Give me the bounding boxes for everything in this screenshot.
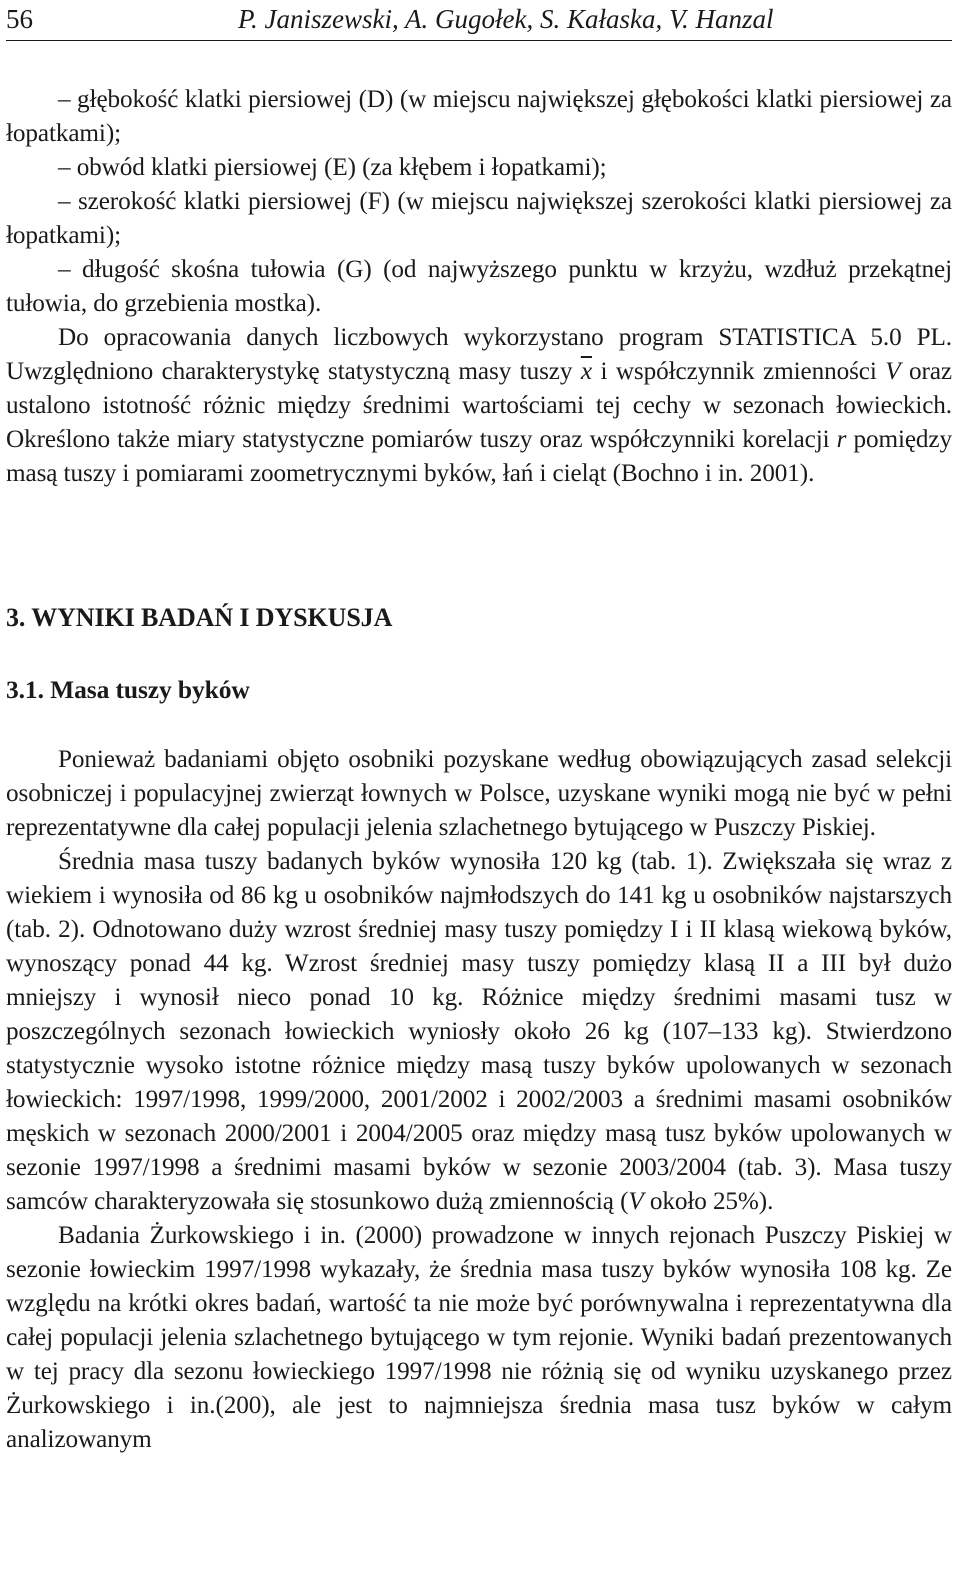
variation-symbol: V [885,358,901,385]
paragraph-mean-mass-end: około 25%). [643,1188,774,1215]
methods-text-4: pomiędzy masą tuszy i pomiarami zoometrycznymi byków, łań i cieląt (Bochno i in. 2001). [6,426,952,487]
subsection-heading: 3.1. Masa tuszy byków [6,675,250,704]
paragraph-comparison: Badania Żurkowskiego i in. (2000) prowadzone w innych rejonach Puszczy Piskiej w sezonie łowieckim 1997/1998 wykazały, że średnia masa tuszy byków wynosiła 108 kg. Ze względu na krótki okres badań, wartość ta nie może być porównywalna i reprezentatywna dla całej populacji jelenia szlachetnego bytującego w tym rejonie. Wyniki badań prezentowanych w tej pracy dla sezonu łowieckiego 1997/1998 nie różnią się od wyniku uzyskanego przez Żurkowskiego i in.(200), ale jest to najmniejsza średnia masa tusz byków w całym analizowanym [6,1222,952,1453]
page-number: 56 [6,4,33,34]
list-item-chest-girth: – obwód klatki piersiowej (E) (za kłębem i łopatkami); [58,154,607,181]
page [6,0,952,1457]
body-text [6,41,952,1457]
mean-symbol: $\overline{x}$ [580,358,592,385]
methods-paragraph [6,321,952,491]
section-heading: 3. WYNIKI BADAŃ I DYSKUSJA [6,603,393,632]
paragraph-selection: Ponieważ badaniami objęto osobniki pozyskane według obowiązujących zasad selekcji osobniczej i populacyjnej zwierząt łownych w Polsce, uzyskane wyniki mogą nie być w pełni reprezentatywne dla całej populacji jelenia szlachetnego bytującego w Puszczy Piskiej. [6,746,952,841]
list-item-body-length: – długość skośna tułowia (G) (od najwyższego punktu w krzyżu, wzdłuż przekątnej tułowia, do grzebienia mostka). [6,256,952,317]
methods-text-2: i współczynnik zmienności [591,358,886,385]
variation-symbol-2: V [628,1188,644,1215]
running-head [6,0,952,41]
list-item-chest-depth: – głębokość klatki piersiowej (D) (w miejscu największej głębokości klatki piersiowej za łopatkami); [6,86,952,147]
methods-text-1: Do opracowania danych liczbowych wykorzystano program STATISTICA 5.0 PL. Uwzględniono charakterystykę statystyczną masy tuszy [6,324,952,385]
correlation-symbol: r [836,426,847,453]
methods-text-3: oraz ustalono istotność różnic między średnimi wartościami tej cechy w sezonach łowieckich. Określono także miary statystyczne pomiarów tuszy oraz współczynniki korelacji [6,358,952,453]
paragraph-mean-mass-text: Średnia masa tuszy badanych byków wynosiła 120 kg (tab. 1). Zwiększała się wraz z wiekiem i wynosiła od 86 kg u osobników najmłodszych do 141 kg u osobników najstarszych (tab. 2). Odnotowano duży wzrost średniej masy tuszy pomiędzy I i II klasą wiekową byków, wynoszący ponad 44 kg. Wzrost średniej masy tuszy pomiędzy klasą II a III był dużo mniejszy i wynosił nieco ponad 10 kg. Różnice między średnimi masami tusz w poszczególnych sezonach łowieckich wyniosły około 26 kg (107–133 kg). Stwierdzono statystycznie wysoko istotne różnice między masą tuszy byków upolowanych w sezonach łowieckich: 1997/1998, 1999/2000, 2001/2002 i 2002/2003 a średnimi masami osobników męskich w sezonach 2000/2001 i 2004/2005 oraz między masą tusz byków upolowanych w sezonie 1997/1998 a średnimi masami byków w sezonie 2003/2004 (tab. 3). Masa tuszy samców charakteryzowała się stosunkowo dużą zmiennością ( [6,848,952,1215]
running-head-authors: P. Janiszewski, A. Gugołek, S. Kałaska, V. Hanzal [238,4,774,34]
list-item-chest-width: – szerokość klatki piersiowej (F) (w miejscu największej szerokości klatki piersiowej za łopatkami); [6,188,952,249]
paragraph-mean-mass [6,845,952,1219]
